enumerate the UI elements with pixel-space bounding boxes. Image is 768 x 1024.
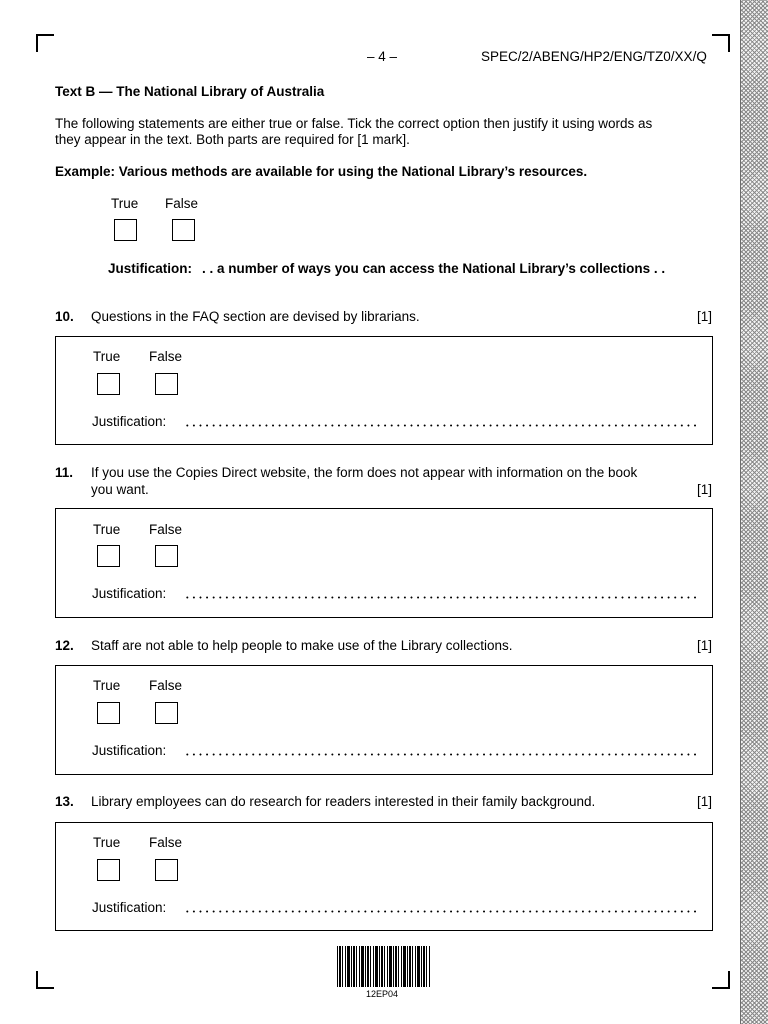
question-number: 12.	[55, 638, 74, 653]
binding-strip	[740, 0, 768, 1024]
justification-label: Justification:	[92, 586, 167, 601]
page-number: – 4 –	[367, 49, 398, 64]
example-true-label: True	[111, 196, 139, 211]
false-checkbox[interactable]	[155, 545, 178, 567]
answer-box	[55, 665, 713, 775]
false-label: False	[149, 678, 183, 693]
true-checkbox[interactable]	[97, 373, 120, 395]
justification-answer-line[interactable]	[184, 753, 696, 756]
justification-label: Justification:	[92, 900, 167, 915]
true-label: True	[93, 349, 121, 364]
instructions-line-1: The following statements are either true or false. Tick the correct option then justify it using words as	[55, 116, 653, 131]
true-label: True	[93, 522, 121, 537]
justification-answer-line[interactable]	[184, 424, 696, 427]
false-label: False	[149, 522, 183, 537]
false-label: False	[149, 349, 183, 364]
false-checkbox[interactable]	[155, 702, 178, 724]
question-number: 11.	[55, 465, 74, 480]
justification-label: Justification:	[92, 414, 167, 429]
example-statement: Example: Various methods are available for using the National Library’s resources.	[55, 164, 588, 179]
question-mark: [1]	[697, 482, 713, 497]
false-checkbox[interactable]	[155, 859, 178, 881]
true-label: True	[93, 678, 121, 693]
justification-label: Justification:	[92, 743, 167, 758]
true-checkbox[interactable]	[97, 702, 120, 724]
barcode-text: 12EP04	[366, 989, 399, 999]
question-text: Library employees can do research for readers interested in their family background.	[91, 794, 596, 809]
question-mark: [1]	[697, 638, 713, 653]
section-title: Text B — The National Library of Australia	[55, 84, 325, 99]
question-number: 10.	[55, 309, 74, 324]
question-text-line-2: you want.	[91, 482, 149, 497]
question-mark: [1]	[697, 309, 713, 324]
instructions-line-2: they appear in the text. Both parts are required for [1 mark].	[55, 132, 410, 147]
false-checkbox[interactable]	[155, 373, 178, 395]
barcode	[337, 946, 431, 987]
true-label: True	[93, 835, 121, 850]
true-checkbox[interactable]	[97, 545, 120, 567]
question-text: Questions in the FAQ section are devised by librarians.	[91, 309, 420, 324]
crop-mark-top-right	[712, 34, 730, 52]
example-true-checkbox	[114, 219, 137, 241]
true-checkbox[interactable]	[97, 859, 120, 881]
crop-mark-top-left	[36, 34, 54, 52]
answer-box	[55, 822, 713, 931]
example-false-checkbox	[172, 219, 195, 241]
question-mark: [1]	[697, 794, 713, 809]
false-label: False	[149, 835, 183, 850]
justification-answer-line[interactable]	[184, 596, 696, 599]
question-text: Staff are not able to help people to make use of the Library collections.	[91, 638, 513, 653]
question-text-line-1: If you use the Copies Direct website, the form does not appear with information on the book	[91, 465, 638, 480]
question-number: 13.	[55, 794, 74, 809]
example-false-label: False	[165, 196, 199, 211]
answer-box	[55, 336, 713, 445]
example-justification-text: . . a number of ways you can access the National Library’s collections . .	[202, 261, 666, 276]
crop-mark-bottom-right	[712, 971, 730, 989]
paper-code: SPEC/2/ABENG/HP2/ENG/TZ0/XX/Q	[481, 49, 707, 64]
crop-mark-bottom-left	[36, 971, 54, 989]
justification-answer-line[interactable]	[184, 910, 696, 913]
answer-box	[55, 508, 713, 618]
example-justification-label: Justification:	[108, 261, 193, 276]
